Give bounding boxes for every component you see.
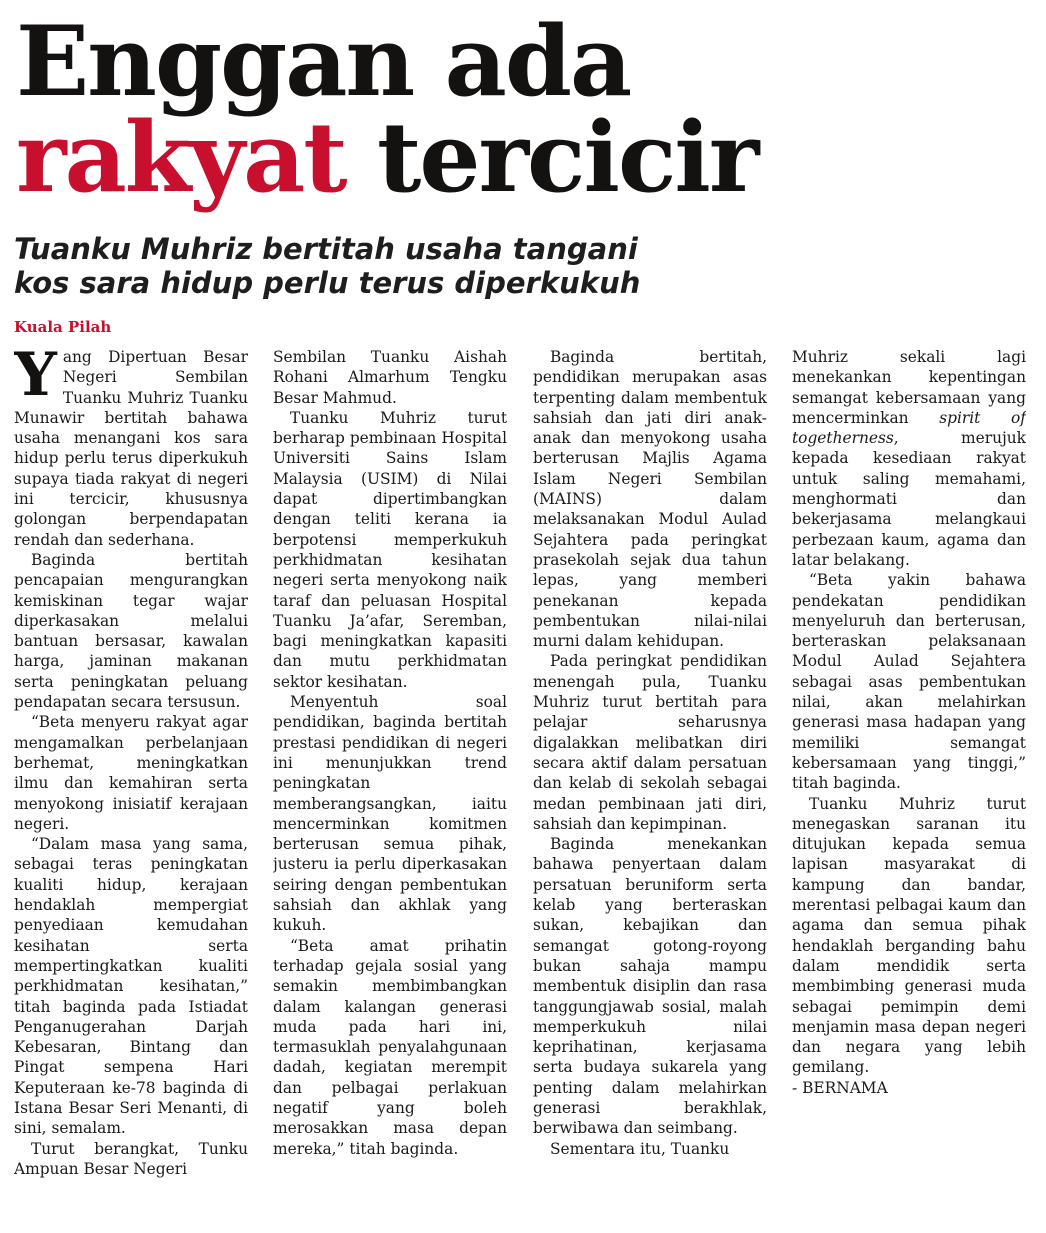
paragraph <box>792 347 1026 570</box>
byline-source: - BERNAMA <box>792 1078 888 1097</box>
article-column-1 <box>14 347 248 1215</box>
paragraph: “Beta menyeru rakyat agar mengamalkan perbelanjaan berhemat, meningkatkan ilmu dan kemahiran serta menyokong inisiatif kerajaan negeri. <box>14 713 248 833</box>
paragraph: Sembilan Tuanku Aishah Rohani Almarhum Tengku Besar Mahmud. <box>273 348 507 407</box>
paragraph: Menyentuh soal pendidikan, baginda bertitah prestasi pendidikan di negeri ini menunjukkan trend peningkatan memberangsangkan, iaitu mencerminkan komitmen berterusan semua pihak, justeru ia perlu diperkasakan seiring dengan pembentukan sahsiah dan akhlak yang kukuh. <box>273 693 507 935</box>
italic-phrase: spirit of togetherness <box>792 408 1026 448</box>
headline <box>16 5 758 214</box>
article-column-4 <box>792 347 1026 1127</box>
dateline: Kuala Pilah <box>14 318 112 336</box>
subheadline-line-2: kos sara hidup perlu terus diperkukuh <box>14 266 641 300</box>
text-run: Muhriz sekali lagi menekankan kepentingan semangat kebersamaan yang mencerminkan <box>792 348 1026 427</box>
paragraph: “Beta yakin bahawa pendekatan pendidikan menyeluruh dan berterusan, berteraskan pelaksanaan Modul Aulad Sejahtera sebagai asas pembentukan nilai, akan melahirkan generasi masa hadapan yang memiliki semangat kebersamaan yang tinggi,” titah baginda. <box>792 571 1026 793</box>
paragraph: Turut berangkat, Tunku Ampuan Besar Negeri <box>14 1139 248 1178</box>
paragraph: “Beta amat prihatin terhadap gejala sosial yang semakin membimbangkan dalam kalangan generasi muda pada hari ini, termasuklah penyalahgunaan dadah, kegiatan merempit dan pelbagai perlakuan negatif yang boleh merosakkan masa depan mereka,” titah baginda. <box>273 936 507 1158</box>
headline-line-2 <box>16 101 758 214</box>
article-column-2 <box>273 347 507 1215</box>
paragraph: Baginda bertitah pencapaian mengurangkan kemiskinan tegar wajar diperkasakan melalui bantuan bersasar, kawalan harga, jaminan makanan serta peningkatan peluang pendapatan secara tersusun. <box>14 550 248 712</box>
paragraph: Tuanku Muhriz turut menegaskan saranan itu ditujukan kepada semua lapisan masyarakat di kampung dan bandar, merentasi pelbagai kaum dan agama dan semua pihak hendaklah berganding bahu dalam mendidik serta membimbing generasi muda sebagai pemimpin demi menjamin masa depan negeri dan negara yang lebih gemilang. <box>792 794 1026 1077</box>
subheadline <box>14 232 640 300</box>
paragraph: Pada peringkat pendidikan menengah pula, Tuanku Muhriz turut bertitah para pelajar seharusnya digalakkan melibatkan diri secara aktif dalam persatuan dan kelab di sekolah sebagai medan pembinaan jati diri, sahsiah dan kepimpinan. <box>533 652 767 833</box>
text-run: , merujuk kepada kesediaan rakyat untuk saling memahami, menghormati dan bekerjasama melangkaui perbezaan kaum, agama dan latar belakang. <box>792 429 1026 569</box>
subheadline-line-1: Tuanku Muhriz bertitah usaha tangani <box>14 232 638 266</box>
headline-line-1: Enggan ada <box>16 5 631 118</box>
paragraph: Tuanku Muhriz turut berharap pembinaan Hospital Universiti Sains Islam Malaysia (USIM) di Nilai dapat dipertimbangkan dengan teliti kerana ia berpotensi memperkukuh perkhidmatan kesihatan negeri serta menyokong naik taraf dan peluasan Hospital Tuanku Ja’afar, Seremban, bagi meningkatkan kapasiti dan mutu perkhidmatan sektor kesihatan. <box>273 408 507 691</box>
paragraph: ang Dipertuan Besar Negeri Sembilan Tuanku Muhriz Tuanku Munawir bertitah bahawa usaha menangani kos sara hidup perlu terus diperkukuh supaya tiada rakyat di negeri ini tercicir, khususnya golongan berpendapatan rendah dan sederhana. <box>14 348 248 549</box>
article-column-3 <box>533 347 767 1215</box>
paragraph: “Dalam masa yang sama, sebagai teras peningkatan kualiti hidup, kerajaan hendaklah mempergiat penyediaan kemudahan kesihatan serta mempertingkatkan kualiti perkhidmatan kesihatan,” titah baginda pada Istiadat Penganugerahan Darjah Kebesaran, Bintang dan Pingat sempena Hari Keputeraan ke-78 baginda di Istana Besar Seri Menanti, di sini, semalam. <box>14 835 248 1138</box>
headline-rest: tercicir <box>345 101 758 214</box>
headline-red-word: rakyat <box>16 101 346 214</box>
paragraph: Baginda menekankan bahawa penyertaan dalam persatuan beruniform serta kelab yang berteraskan sukan, kebajikan dan semangat gotong-royong bukan sahaja mampu membentuk disiplin dan rasa tanggungjawab sosial, malah memperkukuh nilai keprihatinan, kerjasama serta budaya sukarela yang penting dalam melahirkan generasi berakhlak, berwibawa dan seimbang. <box>533 835 767 1138</box>
paragraph: Sementara itu, Tuanku <box>549 1139 730 1158</box>
paragraph: Baginda bertitah, pendidikan merupakan asas terpenting dalam membentuk sahsiah dan jati diri anak-anak dan menyokong usaha berterusan Majlis Agama Islam Negeri Sembilan (MAINS) dalam melaksanakan Modul Aulad Sejahtera pada peringkat prasekolah sejak dua tahun lepas, yang memberi penekanan kepada pembentukan nilai-nilai murni dalam kehidupan. <box>533 348 767 651</box>
drop-cap: Y <box>14 347 57 410</box>
